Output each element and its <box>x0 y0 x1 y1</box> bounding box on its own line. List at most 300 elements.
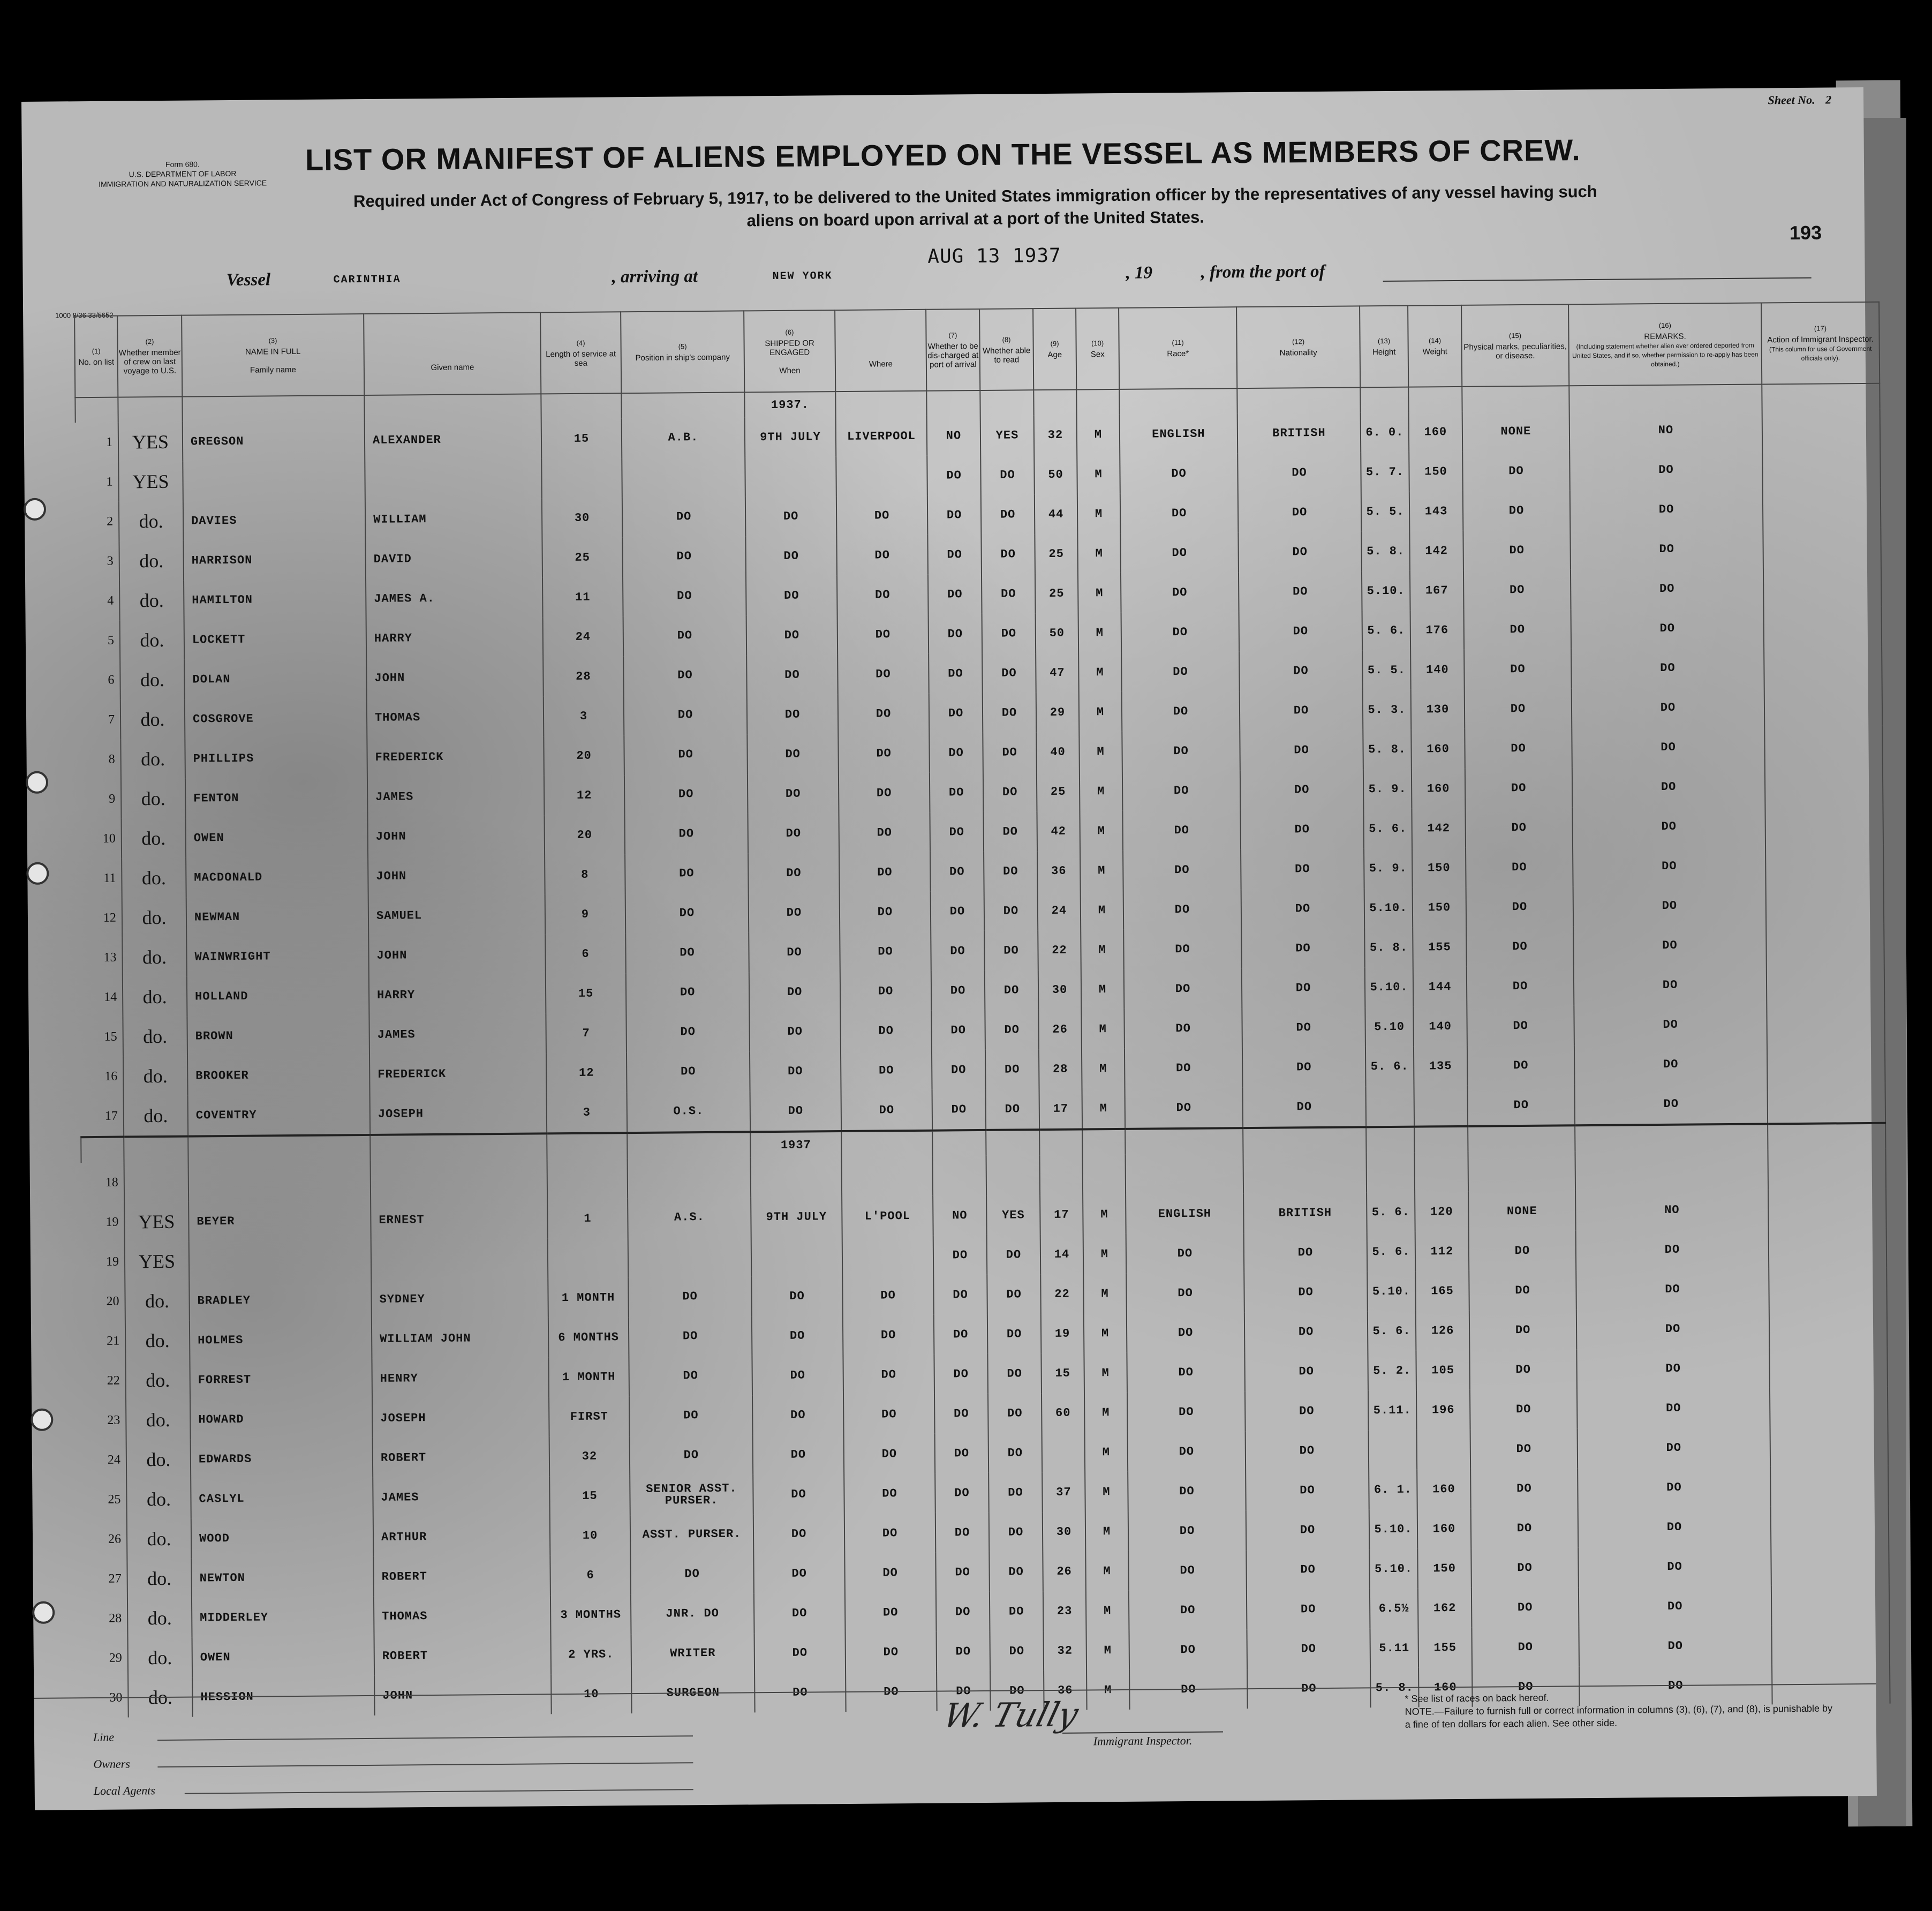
race-cell: DO <box>1125 1087 1243 1129</box>
height-cell: 5. 6. <box>1367 1192 1415 1232</box>
inspector-action-cell <box>1771 1545 1889 1586</box>
discharge-cell: DO <box>929 693 983 733</box>
penalty-note: NOTE.—Failure to furnish full or correct information in columns (3), (6), (7), and (8), is punishable by a fine of ten dollars for each alien. See other side. <box>1405 1703 1833 1730</box>
remarks-cell: DO <box>1578 1546 1771 1587</box>
remarks-cell: DO <box>1573 845 1766 886</box>
height-cell: 5.11. <box>1368 1390 1417 1431</box>
row-number-cell: 7 <box>78 700 121 740</box>
race-cell: DO <box>1121 612 1240 652</box>
sex-cell: M <box>1083 1274 1127 1314</box>
when-cell <box>745 456 836 496</box>
sex-cell: M <box>1079 692 1122 732</box>
col-inspector-action: (17) Action of Immigrant Inspector. (This column for use of Government officials only). <box>1761 302 1880 385</box>
height-cell: 5. 8. <box>1364 928 1413 968</box>
age-cell: 25 <box>1035 534 1078 574</box>
position-cell <box>628 1157 751 1198</box>
prev-voyage-cell: do. <box>123 977 187 1017</box>
nationality-cell: BRITISH <box>1237 412 1361 453</box>
binder-hole <box>26 862 49 885</box>
age-cell: 26 <box>1043 1551 1086 1591</box>
height-cell: 5.11 <box>1370 1628 1418 1668</box>
row-number-cell: 28 <box>85 1599 128 1639</box>
col-length-service: (4) Length of service at sea <box>540 312 621 394</box>
row-number-cell: 8 <box>78 740 121 780</box>
family-name-cell: COSGROVE <box>185 698 367 739</box>
nationality-cell: DO <box>1241 848 1364 889</box>
marks-cell: DO <box>1468 1085 1575 1126</box>
given-name-cell: JOHN <box>374 1674 552 1716</box>
remarks-cell: DO <box>1573 924 1767 966</box>
discharge-cell: DO <box>927 455 981 495</box>
inspector-action-cell <box>1763 528 1881 568</box>
col-given-name: Given name <box>364 312 541 395</box>
height-cell: 6. 1. <box>1369 1470 1417 1510</box>
race-cell: DO <box>1121 572 1239 613</box>
where-cell: DO <box>844 1553 936 1593</box>
where-cell: DO <box>838 733 930 773</box>
discharge-cell: DO <box>934 1354 988 1394</box>
weight-cell: 150 <box>1413 887 1467 928</box>
col-physical-marks: (15) Physical marks, peculiarities, or disease. <box>1461 304 1569 387</box>
age-cell: 22 <box>1038 930 1081 970</box>
discharge-cell: DO <box>931 891 985 931</box>
prev-voyage-cell: do. <box>119 501 184 541</box>
family-name-cell: PHILLIPS <box>185 738 367 779</box>
age-cell: 25 <box>1035 574 1078 614</box>
family-name-cell: HAMILTON <box>184 579 366 620</box>
row-number-cell: 2 <box>76 502 119 542</box>
row-number-cell: 30 <box>85 1678 129 1718</box>
family-name-cell: COVENTRY <box>188 1094 371 1137</box>
given-name-cell: JAMES <box>367 776 545 817</box>
marks-cell: DO <box>1471 1508 1579 1548</box>
marks-cell: DO <box>1467 966 1574 1006</box>
family-name-cell: NEWMAN <box>186 896 369 937</box>
when-cell: DO <box>749 892 840 932</box>
row-number-cell: 16 <box>80 1057 124 1097</box>
length-cell: 30 <box>542 498 623 538</box>
nationality-cell <box>1243 1153 1367 1193</box>
length-cell: 1 MONTH <box>548 1277 629 1318</box>
discharge-cell: DO <box>935 1433 989 1473</box>
marks-cell: NONE <box>1468 1191 1576 1231</box>
remarks-cell: NO <box>1575 1189 1769 1230</box>
col-age: (9) Age <box>1033 309 1076 390</box>
given-name-cell: THOMAS <box>367 696 544 738</box>
inspector-action-cell <box>1767 1082 1885 1124</box>
race-cell: DO <box>1122 810 1241 851</box>
marks-cell: DO <box>1465 728 1572 769</box>
sex-cell <box>1083 1155 1126 1195</box>
when-cell: DO <box>748 853 840 893</box>
inspector-action-cell <box>1770 1426 1889 1467</box>
family-name-cell: BROOKER <box>187 1055 370 1096</box>
row-number-cell: 20 <box>82 1282 125 1322</box>
weight-cell: 162 <box>1418 1588 1472 1628</box>
discharge-cell: DO <box>931 970 985 1011</box>
age-cell: 25 <box>1037 772 1080 812</box>
position-cell <box>622 457 745 498</box>
given-name-cell: JOHN <box>368 815 545 856</box>
when-cell: DO <box>753 1553 845 1593</box>
inspector-action-cell <box>1767 1043 1885 1084</box>
sheet-number <box>1768 93 1831 107</box>
row-number-cell: 5 <box>77 621 120 661</box>
read-cell: DO <box>982 653 1036 693</box>
header-row <box>74 302 1880 397</box>
marks-cell: NONE <box>1462 411 1570 452</box>
remarks-cell: DO <box>1570 488 1763 530</box>
family-name-cell: HOLLAND <box>187 975 369 1017</box>
when-cell: DO <box>754 1593 846 1633</box>
nationality-cell: DO <box>1241 888 1365 929</box>
inspector-action-cell <box>1765 765 1883 806</box>
read-cell: DO <box>983 693 1037 733</box>
prev-voyage-cell: do. <box>124 1096 188 1137</box>
race-cell: DO <box>1122 691 1240 732</box>
family-name-cell: HESSION <box>192 1676 375 1717</box>
col-able-to-read: (8) Whether able to read <box>979 309 1033 390</box>
marks-cell: DO <box>1465 807 1573 848</box>
agents-label: Local Agents <box>93 1784 155 1798</box>
height-cell: 5.10. <box>1367 1272 1416 1312</box>
sex-cell: M <box>1086 1670 1130 1710</box>
nationality-cell: BRITISH <box>1243 1192 1367 1233</box>
given-name-cell: JAMES <box>369 1013 546 1055</box>
given-name-cell: JOHN <box>368 855 545 896</box>
marks-cell: DO <box>1466 847 1573 887</box>
sex-cell: M <box>1077 533 1121 574</box>
weight-cell: 196 <box>1416 1390 1470 1430</box>
nationality-cell: DO <box>1240 809 1364 849</box>
inspector-action-cell <box>1767 1003 1885 1044</box>
when-cell: DO <box>750 1051 841 1091</box>
col-shipped-where: Where <box>835 310 926 392</box>
row-number-cell: 21 <box>82 1321 126 1361</box>
age-cell: 19 <box>1041 1313 1084 1353</box>
position-cell: DO <box>625 853 749 894</box>
given-name-cell: ROBERT <box>373 1436 550 1478</box>
read-cell: DO <box>984 851 1038 891</box>
height-cell: 5. 6. <box>1362 611 1411 651</box>
weight-cell: 176 <box>1410 610 1465 650</box>
read-cell: DO <box>986 1089 1040 1130</box>
nationality-cell: DO <box>1245 1390 1369 1431</box>
age-cell: 30 <box>1038 970 1082 1010</box>
family-name-cell: NEWTON <box>191 1557 374 1598</box>
col-nationality: (12) Nationality <box>1236 306 1360 388</box>
sheet-number-value: 2 <box>1825 93 1832 107</box>
race-note: * See list of races on back hereof. <box>1405 1692 1549 1704</box>
when-cell: DO <box>754 1632 846 1673</box>
marks-cell: DO <box>1467 1005 1574 1046</box>
vessel-label: Vessel <box>226 270 271 290</box>
row-number-cell: 29 <box>85 1638 129 1679</box>
nationality-cell: DO <box>1246 1509 1370 1550</box>
inspector-action-cell <box>1769 1268 1887 1308</box>
prev-voyage-cell: do. <box>123 1056 188 1096</box>
row-number-cell: 1 <box>76 462 119 502</box>
prev-voyage-cell: do. <box>127 1598 192 1638</box>
length-cell: 11 <box>542 577 623 617</box>
family-name-cell: BEYER <box>188 1200 371 1242</box>
service-name: IMMIGRATION AND NATURALIZATION SERVICE <box>99 178 267 189</box>
prev-voyage-cell: do. <box>126 1440 191 1480</box>
prev-voyage-cell: do. <box>122 858 186 898</box>
race-cell: ENGLISH <box>1120 413 1238 454</box>
col-family-name: (3) NAME IN FULL Family name <box>182 314 364 397</box>
length-cell: 20 <box>544 735 624 776</box>
subtitle-line-1: Required under Act of Congress of February 5, 1917, to be delivered to the United States immigration officer by the representatives of any vessel having such <box>353 182 1597 211</box>
inspector-action-cell <box>1768 1188 1886 1229</box>
row-number-cell: 22 <box>82 1361 126 1401</box>
weight-cell: 165 <box>1415 1271 1469 1311</box>
weight-cell: 150 <box>1409 452 1463 492</box>
prev-voyage-cell: do. <box>126 1479 191 1519</box>
row-number-cell: 11 <box>79 859 122 899</box>
height-cell: 5. 9. <box>1363 769 1412 809</box>
length-cell: 1 MONTH <box>548 1357 629 1397</box>
nationality-cell: DO <box>1240 729 1363 770</box>
position-cell: DO <box>622 496 746 537</box>
age-cell: 15 <box>1041 1353 1084 1393</box>
family-name-cell: OWEN <box>192 1636 375 1677</box>
race-cell: DO <box>1129 1669 1248 1710</box>
discharge-cell <box>933 1156 987 1196</box>
prev-voyage-cell: do. <box>125 1281 190 1321</box>
race-cell: DO <box>1125 1048 1243 1088</box>
length-cell: 28 <box>543 656 624 696</box>
weight-cell: 140 <box>1410 650 1465 690</box>
read-cell: DO <box>988 1433 1043 1473</box>
remarks-cell: DO <box>1579 1585 1772 1627</box>
inspector-action-cell <box>1763 567 1882 608</box>
race-cell: DO <box>1124 1008 1242 1049</box>
where-cell: DO <box>836 495 928 536</box>
read-cell: YES <box>986 1195 1040 1235</box>
read-cell: DO <box>988 1472 1043 1513</box>
print-code: 1000 8/36 33/5652 <box>55 311 114 320</box>
length-cell: 10 <box>551 1674 632 1714</box>
sex-cell: M <box>1086 1630 1129 1671</box>
where-cell: DO <box>837 614 929 654</box>
position-cell: ASST. PURSER. <box>630 1514 754 1555</box>
sex-cell: M <box>1083 1194 1126 1235</box>
remarks-cell: DO <box>1576 1268 1769 1310</box>
position-cell: DO <box>623 615 747 656</box>
row-number-cell: 1 <box>76 423 119 463</box>
year-cell: 1937. <box>744 392 835 417</box>
row-number-cell: 12 <box>79 898 123 938</box>
length-cell: 24 <box>543 616 624 657</box>
nationality-cell: DO <box>1247 1668 1371 1709</box>
discharge-cell: DO <box>931 931 985 971</box>
col-sex: (10) Sex <box>1076 308 1119 390</box>
remarks-cell: DO <box>1571 647 1764 688</box>
position-cell: DO <box>624 774 748 815</box>
position-cell <box>628 1237 752 1277</box>
height-cell: 5.10. <box>1369 1509 1418 1549</box>
race-cell: DO <box>1129 1629 1247 1670</box>
where-cell: DO <box>843 1394 935 1434</box>
sex-cell: M <box>1085 1432 1128 1472</box>
from-port-line <box>1383 277 1812 282</box>
position-cell: DO <box>624 814 748 854</box>
remarks-cell: DO <box>1570 528 1763 569</box>
where-cell: DO <box>846 1672 937 1712</box>
marks-cell: DO <box>1469 1349 1577 1390</box>
discharge-cell: DO <box>932 1050 986 1090</box>
marks-cell: DO <box>1462 450 1570 491</box>
remarks-cell: DO <box>1579 1625 1772 1666</box>
remarks-cell: DO <box>1574 1043 1768 1085</box>
position-cell: DO <box>627 1051 750 1092</box>
remarks-cell: DO <box>1578 1427 1771 1468</box>
height-cell <box>1369 1430 1417 1470</box>
remarks-cell: DO <box>1577 1387 1770 1428</box>
sex-cell: M <box>1081 969 1125 1010</box>
read-cell: DO <box>984 930 1038 970</box>
nationality-cell: DO <box>1246 1549 1370 1590</box>
read-cell: DO <box>987 1235 1041 1275</box>
given-name-cell: SYDNEY <box>371 1278 548 1319</box>
sex-cell: M <box>1085 1551 1129 1591</box>
length-cell <box>547 1158 628 1199</box>
age-cell <box>1042 1432 1085 1472</box>
when-cell: DO <box>754 1672 846 1712</box>
row-number-cell: 19 <box>82 1242 125 1282</box>
age-cell: 32 <box>1034 415 1077 455</box>
read-cell: DO <box>985 1010 1039 1050</box>
height-cell: 5. 6. <box>1367 1232 1416 1272</box>
marks-cell: DO <box>1466 926 1574 967</box>
col-prev-voyage: (2) Whether member of crew on last voyage to U.S. <box>117 315 182 397</box>
age-cell: 24 <box>1038 891 1081 931</box>
inspector-action-cell <box>1768 1149 1886 1190</box>
weight-cell: 144 <box>1413 967 1467 1007</box>
when-cell: DO <box>746 575 837 615</box>
read-cell: DO <box>987 1353 1042 1394</box>
inspector-action-cell <box>1763 488 1881 529</box>
race-cell: DO <box>1126 1233 1244 1274</box>
given-name-cell: JOSEPH <box>372 1397 549 1438</box>
marks-cell: DO <box>1465 688 1572 729</box>
remarks-cell: DO <box>1571 568 1764 609</box>
length-cell: 32 <box>549 1436 630 1476</box>
where-cell <box>842 1236 934 1276</box>
line-field <box>93 1731 114 1744</box>
row-number-cell: 13 <box>79 938 123 978</box>
marks-cell: DO <box>1472 1666 1580 1707</box>
read-cell: DO <box>981 534 1035 574</box>
row-number-cell: 24 <box>84 1440 127 1480</box>
position-cell: DO <box>622 536 746 577</box>
read-cell: DO <box>983 772 1037 812</box>
discharge-cell: DO <box>935 1513 990 1553</box>
when-cell: DO <box>748 813 839 853</box>
inspector-action-cell <box>1769 1307 1888 1348</box>
page-title: LIST OR MANIFEST OF ALIENS EMPLOYED ON THE VESSEL AS MEMBERS OF CREW. <box>305 133 1581 177</box>
race-cell: DO <box>1120 493 1239 533</box>
family-name-cell: FENTON <box>185 777 368 818</box>
prev-voyage-cell: do. <box>120 660 185 700</box>
inspector-label: Immigrant Inspector. <box>1062 1731 1223 1748</box>
age-cell: 17 <box>1040 1194 1083 1235</box>
family-name-cell: MIDDERLEY <box>192 1597 374 1638</box>
row-number-cell: 17 <box>81 1096 124 1138</box>
sex-cell: M <box>1081 930 1124 970</box>
department-name: U.S. DEPARTMENT OF LABOR <box>129 169 237 179</box>
vessel-name: CARINTHIA <box>333 273 401 287</box>
family-name-cell <box>189 1240 372 1281</box>
nationality-cell: DO <box>1247 1628 1370 1669</box>
crew-manifest-table <box>74 302 1890 1718</box>
date-stamp: AUG 13 1937 <box>927 244 1061 268</box>
length-cell: 10 <box>550 1515 631 1555</box>
remarks-cell: DO <box>1579 1665 1772 1706</box>
length-cell: 8 <box>545 854 625 894</box>
discharge-cell: DO <box>934 1394 988 1434</box>
remarks-cell: DO <box>1572 726 1765 768</box>
remarks-cell: DO <box>1578 1466 1771 1508</box>
col-weight: (14) Weight <box>1408 305 1462 387</box>
discharge-cell: DO <box>934 1314 988 1355</box>
read-cell: DO <box>989 1512 1043 1552</box>
position-cell: DO <box>623 576 746 616</box>
when-cell: DO <box>753 1474 844 1514</box>
race-cell: ENGLISH <box>1126 1193 1244 1234</box>
discharge-cell: DO <box>933 1235 987 1275</box>
nationality-cell: DO <box>1246 1470 1369 1510</box>
year-cell: 1937 <box>750 1131 841 1157</box>
inspector-action-cell <box>1770 1466 1889 1507</box>
read-cell: DO <box>985 970 1039 1010</box>
marks-cell: DO <box>1469 1270 1576 1311</box>
where-cell <box>836 456 927 496</box>
discharge-cell: DO <box>931 1010 985 1050</box>
race-cell: DO <box>1123 849 1241 890</box>
when-cell: DO <box>752 1355 843 1395</box>
read-cell: DO <box>985 1049 1039 1089</box>
read-cell: DO <box>989 1552 1043 1592</box>
manifest-page <box>21 87 1877 1810</box>
sex-cell: M <box>1083 1234 1127 1274</box>
given-name-cell <box>371 1238 548 1280</box>
sex-cell: M <box>1084 1313 1127 1353</box>
marks-cell: DO <box>1471 1547 1579 1588</box>
race-cell: DO <box>1127 1352 1245 1393</box>
when-cell: DO <box>746 654 838 695</box>
given-name-cell <box>365 458 542 500</box>
height-cell: 5.10 <box>1365 1007 1414 1047</box>
where-cell: DO <box>837 575 929 615</box>
sex-cell: M <box>1077 415 1120 455</box>
weight-cell: 160 <box>1412 769 1466 809</box>
family-name-cell: MACDONALD <box>186 856 368 898</box>
race-cell: DO <box>1128 1510 1247 1551</box>
race-cell: DO <box>1128 1550 1247 1591</box>
when-cell: DO <box>752 1395 844 1435</box>
length-cell: 12 <box>546 1052 627 1093</box>
family-name-cell: BRADLEY <box>189 1280 372 1321</box>
race-cell: DO <box>1123 889 1242 930</box>
position-cell: DO <box>628 1276 752 1317</box>
row-number-cell: 25 <box>84 1480 127 1520</box>
position-cell: SENIOR ASST. PURSER. <box>630 1474 753 1515</box>
position-cell: DO <box>624 695 748 735</box>
sex-cell: M <box>1080 851 1123 891</box>
where-cell <box>842 1156 933 1197</box>
